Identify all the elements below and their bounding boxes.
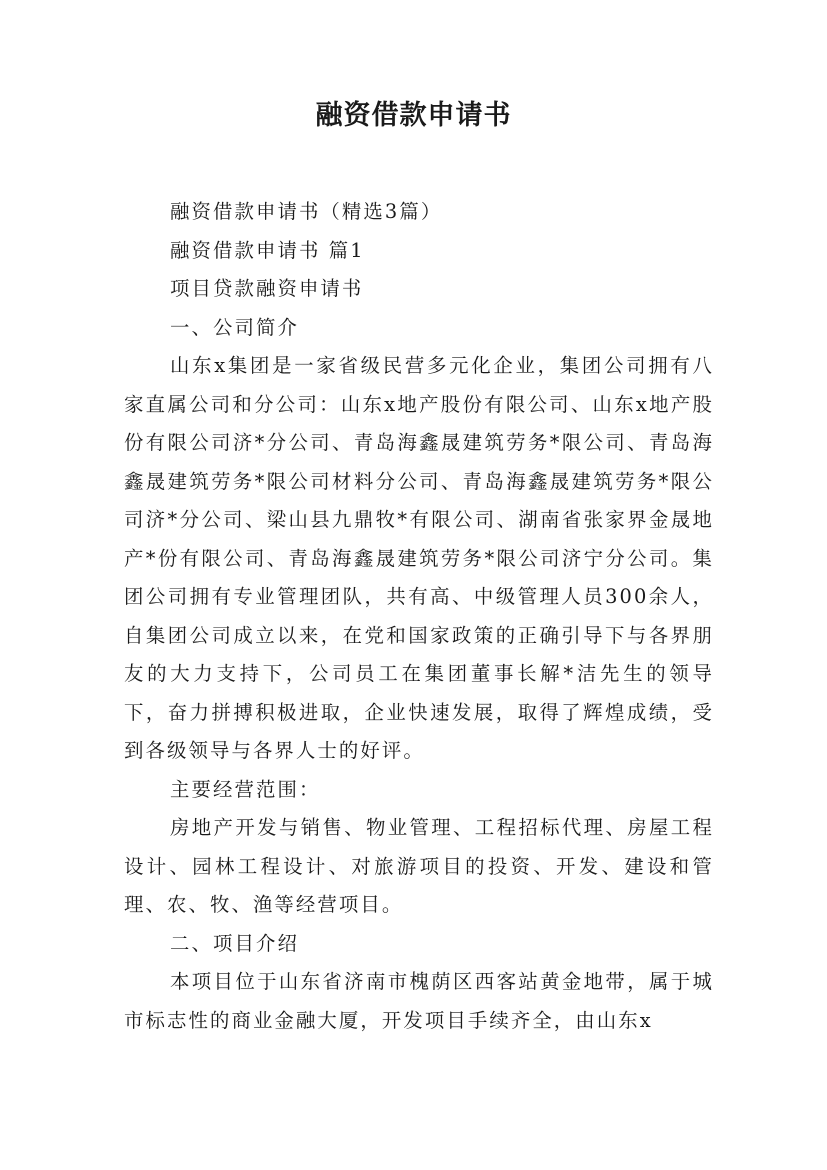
document-title: 融资借款申请书: [315, 100, 512, 131]
section-heading: 主要经营范围：: [170, 777, 321, 801]
body-paragraph: 房地产开发与销售、物业管理、工程招标代理、房屋工程设计、园林工程设计、对旅游项目的投资、开发、建设和管理、农、牧、渔等经营项目。: [124, 816, 714, 916]
section-heading: 项目贷款融资申请书: [170, 277, 364, 300]
body-paragraph: 本项目位于山东省济南市槐荫区西客站黄金地带，属于城市标志性的商业金融大厦，开发项目手续齐全，由山东x: [124, 970, 714, 1032]
document-body: [124, 193, 714, 1040]
section-heading: 一、公司简介: [170, 315, 299, 339]
subtitle-paragraph: 融资借款申请书（精选3篇）: [170, 200, 443, 223]
body-paragraph: 山东x集团是一家省级民营多元化企业，集团公司拥有八家直属公司和分公司：山东x地产股份有限公司、山东x地产股份有限公司济*分公司、青岛海鑫晟建筑劳务*限公司、青岛海鑫晟建筑劳务*限公司材料分公司、青岛海鑫晟建筑劳务*限公司济*分公司、梁山县九鼎牧*有限公司、湖南省张家界金晟地产*份有限公司、青岛海鑫晟建筑劳务*限公司济宁分公司。集团公司拥有专业管理团队，共有高、中级管理人员300余人，自集团公司成立以来，在党和国家政策的正确引导下与各界朋友的大力支持下，公司员工在集团董事长解*洁先生的领导下，奋力拼搏积极进取，企业快速发展，取得了辉煌成绩，受到各级领导与各界人士的好评。: [124, 354, 714, 762]
section-heading: 二、项目介绍: [170, 931, 299, 955]
section-heading: 融资借款申请书 篇1: [170, 238, 365, 262]
